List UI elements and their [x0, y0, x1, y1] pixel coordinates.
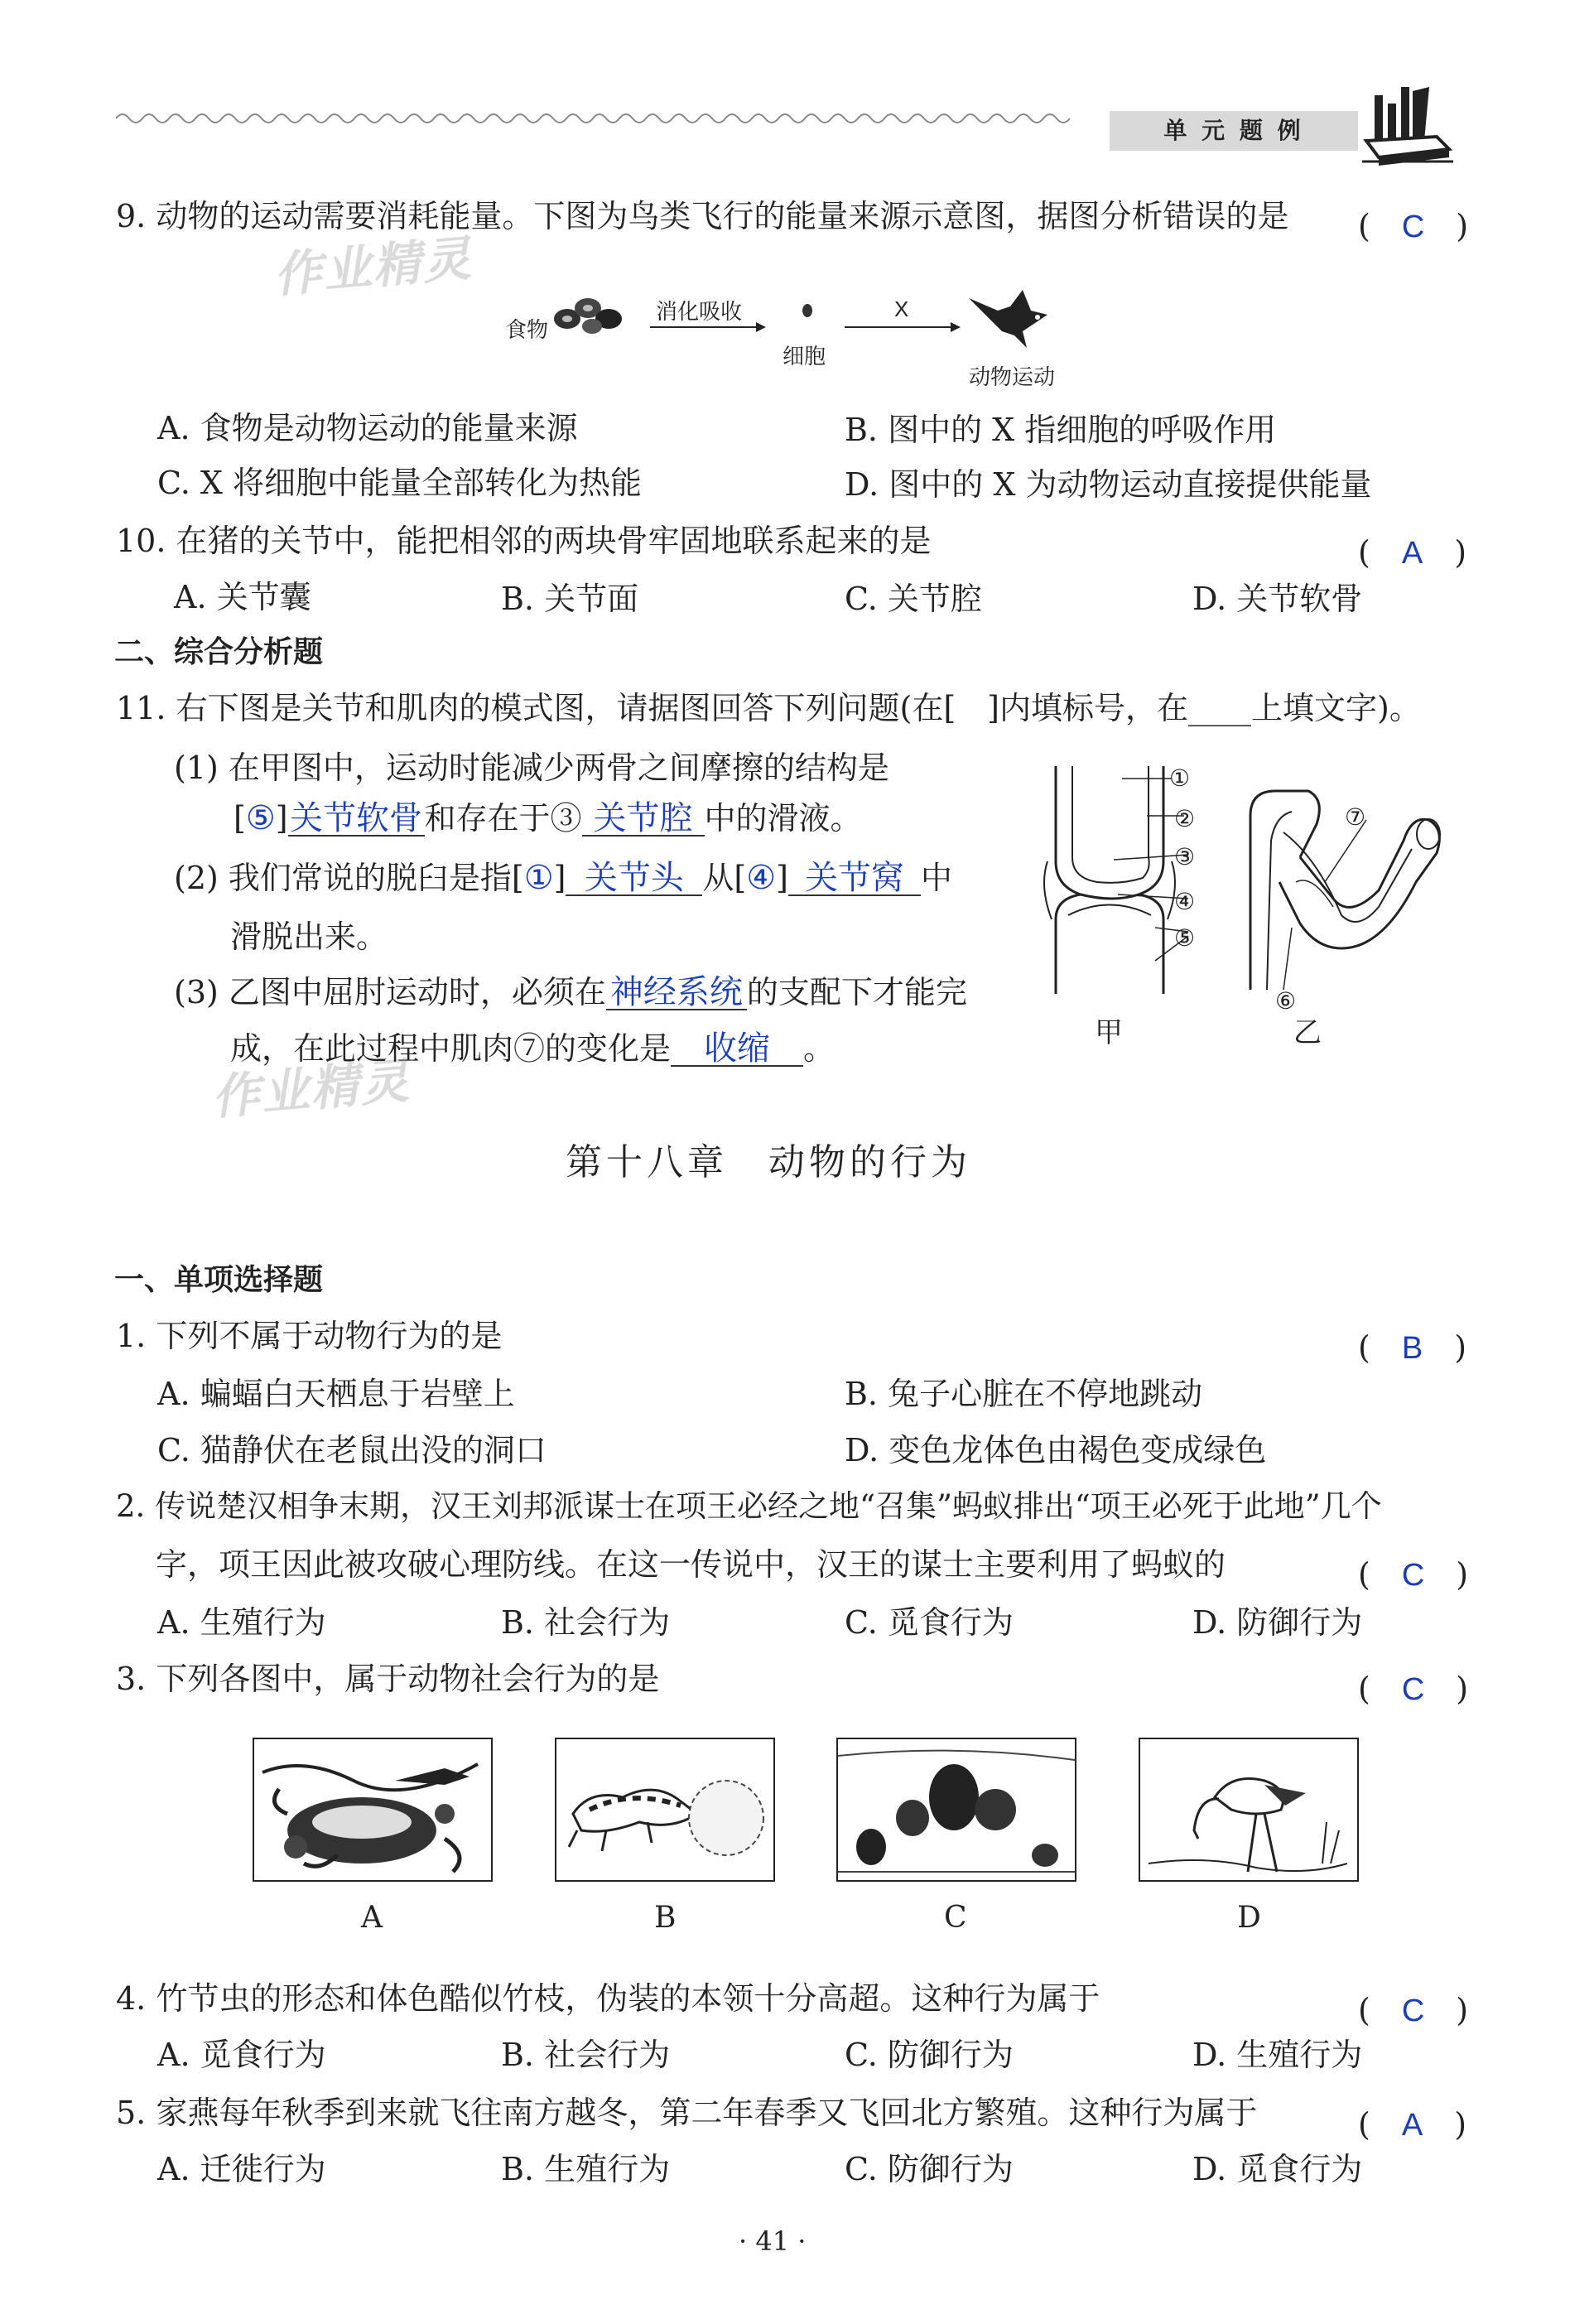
page-number: · 41 ·: [739, 2225, 807, 2257]
c2-line1: 2. 传说楚汉相争末期，汉王刘邦派谋士在项王必经之地“召集”蚂蚁排出“项王必死于此地”几个: [116, 1488, 1382, 1524]
q11-part2-line1: (2) 我们常说的脱臼是指[①] 关节头 从[④] 关节窝 中: [174, 859, 952, 897]
c3-stem: 3. 下列各图中，属于动物社会行为的是: [116, 1661, 660, 1697]
cell-icon: [799, 302, 816, 319]
c5-option-c: C. 防御行为: [845, 2151, 1014, 2187]
c4-answer-bracket: ( C ): [1358, 1992, 1469, 2028]
q11-part1-answer2: 关节腔: [593, 799, 693, 837]
q11-part2-mid: 从[: [702, 860, 747, 896]
q11-part1-line1: (1) 在甲图中，运动时能减少两骨之间摩擦的结构是: [174, 750, 889, 786]
q11-part2-answer2: 关节窝: [804, 859, 904, 897]
arrow-icon: [650, 319, 766, 335]
joint-diagram: [1039, 762, 1246, 1010]
q9-diagram-digest: 消化吸收: [656, 300, 743, 325]
c5-option-d: D. 觅食行为: [1192, 2151, 1363, 2187]
q11-part3-answer1: 神经系统: [609, 973, 743, 1011]
c1-answer: B: [1401, 1331, 1423, 1366]
q11-part2-end: 中: [920, 860, 952, 896]
q10-option-d: D. 关节软骨: [1192, 581, 1363, 617]
q11-part3-pre: (3) 乙图中屈肘运动时，必须在: [174, 974, 606, 1010]
q10-option-c: C. 关节腔: [845, 581, 982, 617]
q9-option-d: D. 图中的 X 为动物运动直接提供能量: [845, 466, 1372, 503]
q9-answer: C: [1401, 210, 1425, 244]
q11-part1-line2: [⑤]关节软骨和存在于③ 关节腔 中的滑液。: [234, 799, 862, 837]
fig-label: ⑦: [1345, 803, 1366, 831]
fig-label: ⑥: [1275, 987, 1297, 1015]
q10-stem: 10. 在猪的关节中，能把相邻的两块骨牢固地联系起来的是: [116, 523, 932, 559]
picture-label: A: [361, 1901, 383, 1935]
q9-option-b: B. 图中的 X 指细胞的呼吸作用: [845, 412, 1277, 448]
c5-option-a: A. 迁徙行为: [157, 2151, 326, 2187]
watermark: 作业精灵: [271, 229, 474, 304]
skunk-illustration: [556, 1739, 773, 1880]
gorillas-illustration: [838, 1739, 1075, 1880]
section-title: 二、综合分析题: [114, 635, 324, 669]
eagle-icon: [965, 286, 1056, 356]
c2-option-c: C. 觅食行为: [845, 1604, 1014, 1641]
header-banner: 单 元 题 例: [1110, 111, 1358, 151]
q9-diagram-x: X: [894, 297, 909, 321]
chapter-title: 第十八章 动物的行为: [566, 1141, 971, 1184]
c3-answer: C: [1401, 1672, 1425, 1707]
arm-diagram: [1234, 783, 1449, 998]
c1-stem: 1. 下列不属于动物行为的是: [116, 1318, 503, 1354]
q11-part3-end: 的支配下才能完: [746, 974, 967, 1010]
q9-option-a: A. 食物是动物运动的能量来源: [157, 410, 578, 446]
c2-option-a: A. 生殖行为: [157, 1604, 326, 1641]
q9-diagram-cell: 细胞: [783, 345, 826, 369]
section-title: 一、单项选择题: [114, 1263, 324, 1297]
picture-d: [1139, 1738, 1359, 1882]
q9-option-c: C. X 将细胞中能量全部转化为热能: [157, 465, 643, 501]
bird-nest-illustration: [254, 1739, 491, 1880]
arrow-icon: [845, 319, 961, 335]
c4-option-b: B. 社会行为: [501, 2037, 671, 2073]
q9-stem: 9. 动物的运动需要消耗能量。下图为鸟类飞行的能量来源示意图，据图分析错误的是: [116, 198, 1289, 234]
c4-option-c: C. 防御行为: [845, 2037, 1014, 2073]
q9-diagram-motion: 动物运动: [969, 365, 1056, 390]
q11-part3-line1: [174, 973, 967, 1011]
q11-part2-line2: 滑脱出来。: [230, 919, 388, 955]
food-icon: [551, 290, 633, 340]
q10-answer-bracket: ( A ): [1358, 534, 1467, 571]
watermark: 作业精灵: [209, 1052, 412, 1126]
crane-illustration: [1140, 1739, 1357, 1880]
q11-part1-end: 中的滑液。: [704, 800, 862, 837]
c1-option-c: C. 猫静伏在老鼠出没的洞口: [157, 1432, 547, 1468]
c4-stem: 4. 竹节虫的形态和体色酷似竹枝，伪装的本领十分高超。这种行为属于: [116, 1980, 1100, 2017]
picture-label: B: [654, 1901, 677, 1935]
q11-part2-num2: ④: [746, 859, 777, 897]
c1-option-d: D. 变色龙体色由褐色变成绿色: [845, 1432, 1267, 1468]
fig-label: ④: [1174, 888, 1196, 915]
q11-stem: 11. 右下图是关节和肌肉的模式图，请据图回答下列问题(在[ ]内填标号，在____上填文字)。: [116, 690, 1421, 726]
header-wavy-line: [116, 106, 1081, 131]
q11-part1-num: ⑤: [245, 799, 276, 837]
q11-part2-pre: (2) 我们常说的脱臼是指[: [174, 860, 524, 896]
c2-option-b: B. 社会行为: [501, 1604, 671, 1641]
q10-option-b: B. 关节面: [501, 581, 639, 617]
c4-answer: C: [1401, 1994, 1425, 2028]
picture-label: D: [1237, 1901, 1261, 1935]
q11-part2-answer1: 关节头: [584, 859, 684, 897]
c5-stem: 5. 家燕每年秋季到来就飞往南方越冬，第二年春季又飞回北方繁殖。这种行为属于: [116, 2095, 1258, 2131]
q9-answer-bracket: ( C ): [1358, 208, 1469, 244]
c4-option-a: A. 觅食行为: [157, 2037, 326, 2073]
q11-part3-answer2: 收缩: [704, 1029, 771, 1068]
picture-b: [555, 1738, 775, 1882]
c3-answer-bracket: ( C ): [1358, 1671, 1469, 1707]
q11-part2-num1: ①: [523, 859, 554, 897]
header-book-icon: [1358, 79, 1457, 170]
fig-label: ⑤: [1174, 924, 1196, 952]
fig-caption-jia: 甲: [1095, 1016, 1123, 1049]
picture-a: [253, 1738, 493, 1882]
q11-part1-answer1: 关节软骨: [290, 799, 423, 837]
q9-diagram-food: 食物: [505, 318, 549, 343]
q11-part3-line2: [230, 1029, 836, 1068]
c2-option-d: D. 防御行为: [1192, 1604, 1363, 1641]
c5-answer: A: [1401, 2108, 1423, 2143]
c4-option-d: D. 生殖行为: [1192, 2037, 1363, 2073]
c1-option-b: B. 兔子心脏在不停地跳动: [845, 1376, 1203, 1412]
fig-label: ①: [1169, 764, 1191, 792]
q11-part1-mid: 和存在于③: [424, 800, 582, 837]
q10-option-a: A. 关节囊: [174, 579, 311, 615]
q11-part3-line2-text: 成，在此过程中肌肉⑦的变化是: [230, 1030, 672, 1067]
picture-label: C: [944, 1901, 967, 1935]
q10-answer: A: [1401, 536, 1423, 571]
c2-answer-bracket: ( C ): [1358, 1556, 1469, 1593]
fig-label: ②: [1174, 805, 1196, 832]
c5-answer-bracket: ( A ): [1358, 2106, 1467, 2143]
c1-option-a: A. 蝙蝠白天栖息于岩壁上: [157, 1376, 515, 1412]
c5-option-b: B. 生殖行为: [501, 2151, 671, 2187]
q11-part3-tail: 。: [803, 1030, 836, 1067]
c2-line2: 字，项王因此被攻破心理防线。在这一传说中，汉王的谋士主要利用了蚂蚁的: [156, 1546, 1226, 1583]
fig-caption-yi: 乙: [1293, 1016, 1322, 1049]
c1-answer-bracket: ( B ): [1358, 1329, 1467, 1366]
picture-c: [836, 1738, 1076, 1882]
c2-answer: C: [1401, 1558, 1425, 1593]
fig-label: ③: [1174, 843, 1196, 870]
